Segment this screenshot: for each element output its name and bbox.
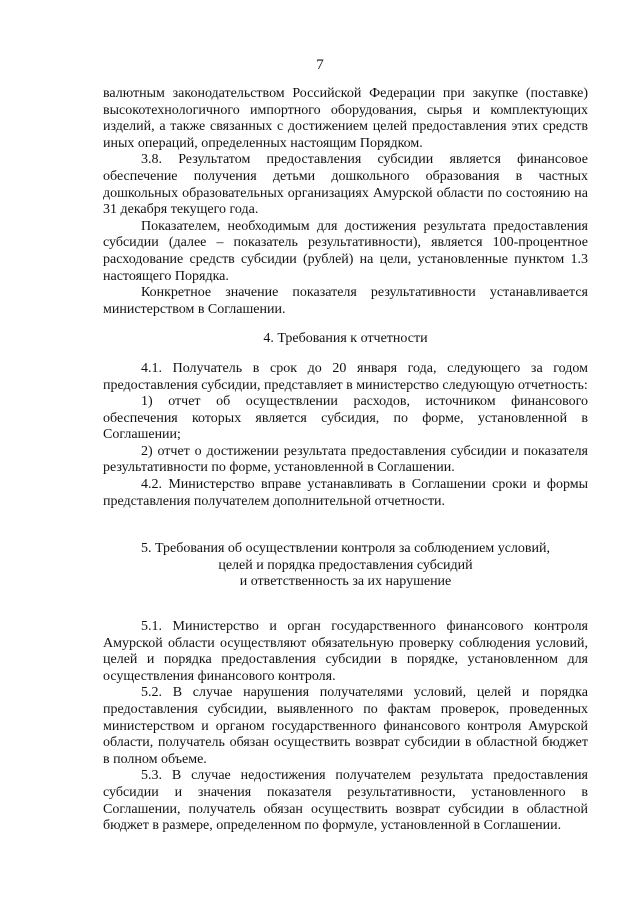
section-5-body	[103, 619, 588, 835]
paragraph-4-1: 4.1. Получатель в срок до 20 января года, следующего за годом предоставления субсидии, представляет в министерство следующую отчетность:	[103, 360, 588, 393]
section-4-body	[103, 361, 588, 510]
section-5-heading-line-1: 5. Требования об осуществлении контроля за соблюдением условий,	[141, 541, 550, 557]
paragraph-4-1-item-2: 2) отчет о достижении результата предоставления субсидии и показателя результативности по форме, установленной в Соглашении.	[103, 443, 588, 476]
paragraph-4-1-item-1: 1) отчет об осуществлении расходов, источником финансового обеспечения которых является субсидия, по форме, установленной в Соглашении;	[103, 394, 588, 443]
section-4-heading: 4. Требования к отчетности	[263, 331, 428, 347]
paragraph-5-3: 5.3. В случае недостижения получателем результата предоставления субсидии и значения показателя результативности, установленного в Соглашении, получатель обязан осуществить возврат субсидии в областной бюджет в размере, определенном по формуле, установленной в Соглашении.	[103, 768, 588, 834]
paragraph-4-2: 4.2. Министерство вправе устанавливать в Соглашении сроки и формы представления получателем дополнительной отчетности.	[103, 477, 588, 509]
section-5-heading-line-3: и ответственность за их нарушение	[239, 574, 452, 590]
paragraph-indicator: Показателем, необходимым для достижения результата предоставления субсидии (далее – показатель результативности), является 100-процентное расходование средств субсидии (рублей) на цели, установленные пунктом 1.3 настоящего Порядка.	[103, 218, 588, 284]
paragraph-continuation: валютным законодательством Российской Федерации при закупке (поставке) высокотехнологичного импортного оборудования, сырья и комплектующих изделий, а также связанных с достижением целей предоставления этих средств иных операций, определенных настоящим Порядком.	[103, 86, 588, 151]
section-5-heading	[103, 541, 588, 591]
paragraph-5-1: 5.1. Министерство и орган государственного финансового контроля Амурской области осуществляют обязательную проверку соблюдения условий, целей и порядка предоставления субсидии в порядке, установленном для осуществления финансового контроля.	[103, 619, 588, 684]
page-number: 7	[316, 57, 324, 73]
paragraph-5-2: 5.2. В случае нарушения получателями условий, целей и порядка предоставления субсидии, выявленного по фактам проверок, проведенных министерством и органом государственного финансового контроля Амурской области, получатель обязан осуществить возврат субсидии в областной бюджет в полном объеме.	[103, 685, 588, 767]
document-body	[103, 86, 588, 835]
paragraph-indicator-value: Конкретное значение показателя результативности устанавливается министерством в Соглашении.	[103, 285, 588, 317]
paragraph-3-8: 3.8. Результатом предоставления субсидии является финансовое обеспечение получения детьми дошкольного образования в частных дошкольных образовательных организациях Амурской области по состоянию на 31 декабря текущего года.	[103, 152, 588, 218]
section-5-heading-line-2: целей и порядка предоставления субсидий	[218, 557, 473, 573]
